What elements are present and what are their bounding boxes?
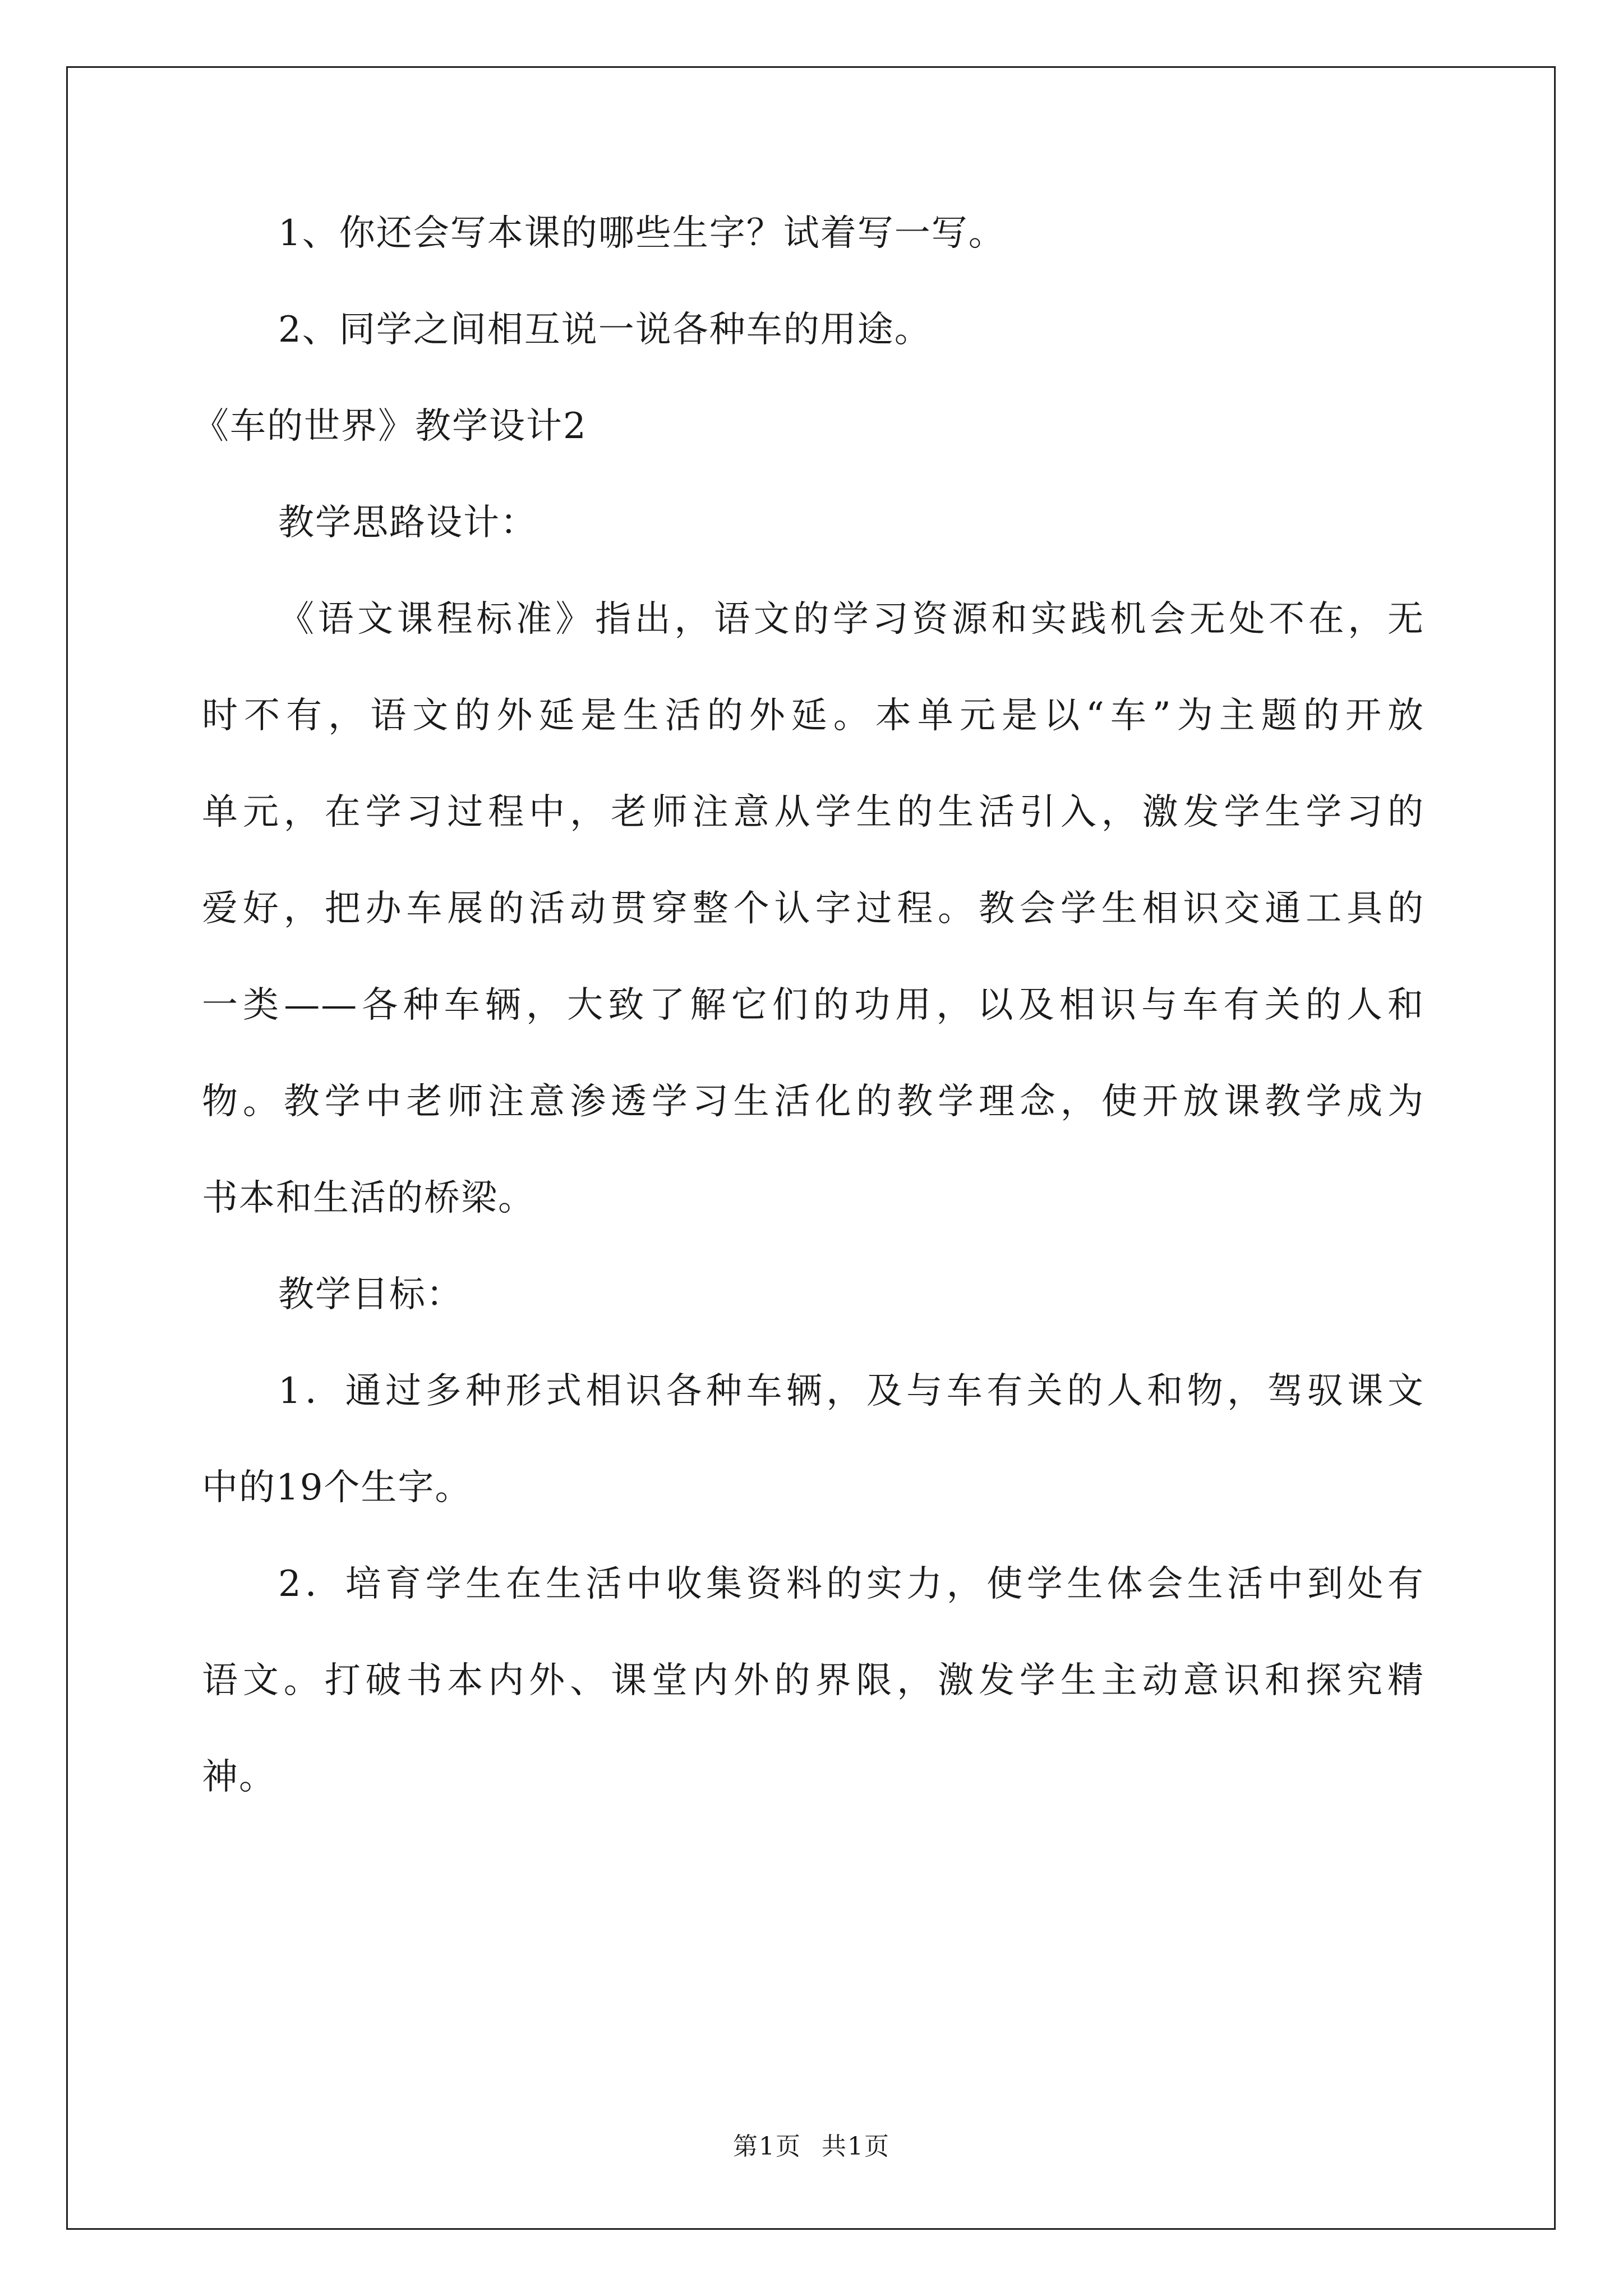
subheading-objectives: 教学目标： [278, 1274, 463, 1315]
paragraph-line: 《语文课程标准》指出，语文的学习资源和实践机会无处不在，无 [278, 599, 1424, 640]
paragraph-line: 爱好，把办车展的活动贯穿整个认字过程。教会学生相识交通工具的 [202, 888, 1424, 930]
page-footer [0, 2126, 1623, 2162]
objective-item-1-cont: 中的19个生字。 [202, 1467, 472, 1508]
document-body [193, 185, 1424, 1825]
objective-item-2-cont: 语文。打破书本内外、课堂内外的界限，激发学生主动意识和探究精 [202, 1660, 1424, 1701]
subheading-design-idea: 教学思路设计： [278, 502, 537, 544]
objective-item-2: 2．培育学生在生活中收集资料的实力，使学生体会生活中到处有 [278, 1563, 1424, 1605]
objective-item-1: 1．通过多种形式相识各种车辆，及与车有关的人和物，驾驭课文 [278, 1370, 1424, 1412]
section-heading: 《车的世界》教学设计2 [193, 406, 587, 447]
page-number: 第1页 [733, 2132, 801, 2161]
objective-item-2-end: 神。 [202, 1756, 276, 1798]
paragraph-line: 单元，在学习过程中，老师注意从学生的生活引入，激发学生学习的 [202, 792, 1424, 833]
paragraph-line: 物。教学中老师注意渗透学习生活化的教学理念，使开放课教学成为 [202, 1081, 1424, 1122]
list-item-review-2: 2、同学之间相互说一说各种车的用途。 [278, 309, 932, 351]
paragraph-line: 时不有，语文的外延是生活的外延。本单元是以“车”为主题的开放 [202, 695, 1424, 737]
paragraph-line: 书本和生活的桥梁。 [202, 1177, 535, 1219]
page-total: 共1页 [822, 2132, 890, 2161]
paragraph-line: 一类——各种车辆，大致了解它们的功用，以及相识与车有关的人和 [202, 984, 1424, 1026]
list-item-review-1: 1、你还会写本课的哪些生字？试着写一写。 [278, 213, 1006, 254]
